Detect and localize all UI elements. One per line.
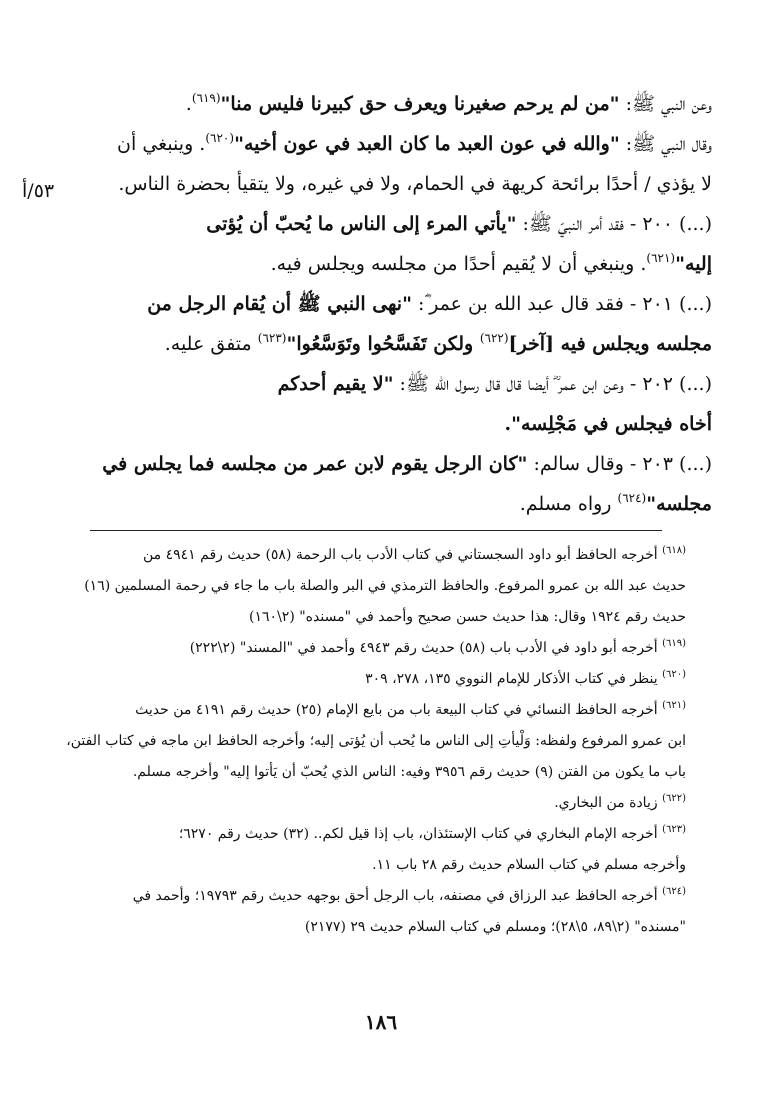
footnote-ref[interactable]: (٦١٩)	[191, 91, 221, 105]
footnote-line: $^{(٦٢٣)}$ أخرجه الإمام البخاري في كتاب الإستئذان، باب إذا قيل لكم.. (٣٢) حديث رقم ٦٢٧٠؛	[178, 824, 686, 842]
hadith-200-line-2: إليه"$^{(٦٢١)}$. وينبغي أن لا يُقيم أحدًا من مجلسه ويجلس فيه.	[270, 251, 712, 275]
footnote-ref[interactable]: (٦٢٣)	[257, 331, 287, 345]
paragraph-3: لا يؤذي / أحدًا برائحة كريهة في الحمام، ولا في غيره، ولا يتقيأ بحضرة الناس.	[118, 173, 712, 195]
footnote-ref[interactable]: (٦٢٠)	[205, 131, 235, 145]
manuscript-folio-marker: ٥٣/أ	[22, 180, 55, 202]
footnote-line: $^{(٦٢٠)}$ ينظر في كتاب الأذكار للإمام النووي ١٣٥، ٢٧٨، ٣٠٩	[365, 669, 686, 687]
footnote-line: حديث رقم ١٩٢٤ وقال: هذا حديث حسن صحيح وأحمد في "مسنده" (٢\١٦٠)	[249, 609, 686, 625]
hadith-201-line-2: مجلسه ويجلس فيه [آخر]$^{(٦٢٢)}$ ولكن تَفَسَّحُوا وتَوَسَّعُوا"$^{(٦٢٣)}$ متفق عليه.	[164, 331, 712, 355]
footnote-line: $^{(٦١٨)}$ أخرجه الحافظ أبو داود السجستاني في كتاب الأدب باب الرحمة (٥٨) حديث رقم ٤٩٤١ من	[142, 545, 686, 563]
footnote-line: وأخرجه مسلم في كتاب السلام حديث رقم ٢٨ باب ١١.	[372, 857, 686, 873]
footnote-divider	[90, 530, 662, 531]
footnote-line: $^{(٦١٩)}$ أخرجه أبو داود في الأدب باب (٥٨) حديث رقم ٤٩٤٣ وأحمد في "المسند" (٢\٢٢٢)	[189, 638, 686, 656]
footnote-line: $^{(٦٢٤)}$ أخرجه الحافظ عبد الرزاق في مصنفه، باب الرجل أحق بوجهه حديث رقم ١٩٧٩٣؛ وأحمد في	[132, 886, 686, 904]
hadith-200-line-1: (...) ٢٠٠ - فقد أمر النبيّ ﷺ: "يأتي المرء إلى الناس ما يُحبّ أن يُؤتى	[206, 213, 712, 235]
footnotes	[66, 540, 686, 943]
paragraph-1: وعن النبي ﷺ: "من لم يرحم صغيرنا ويعرف حق كبيرنا فليس منا"$^{(٦١٩)}$.	[185, 91, 712, 115]
page-number: ١٨٦	[364, 1010, 398, 1034]
footnote-line: باب ما يكون من الفتن (٩) حديث رقم ٣٩٥٦ وفيه: الناس الذي يُحبّ أن يَأتوا إليه" وأخرجه مسلم.	[132, 764, 686, 780]
paragraph-2: وقال النبي ﷺ: "والله في عون العبد ما كان العبد في عون أخيه"$^{(٦٢٠)}$. وينبغي أن	[117, 131, 712, 155]
footnote-ref[interactable]: (٦٢٤)	[617, 491, 647, 505]
hadith-202-line-1: (...) ٢٠٢ - وعن ابن عمر ؓ أيضا قال قال رسول الله ﷺ: "لا يقيم أحدكم	[277, 373, 712, 395]
hadith-201-line-1: (...) ٢٠١ - فقد قال عبد الله بن عمر ؓ: "نهى النبي ﷺ أن يُقام الرجل من	[147, 293, 712, 315]
footnote-ref[interactable]: (٦٢٢)	[479, 331, 509, 345]
footnote-line: حديث عبد الله بن عمرو المرفوع. والحافظ الترمذي في البر والصلة باب ما جاء في رحمة المسلمين (١٦)	[84, 578, 686, 594]
hadith-203-line-1: (...) ٢٠٣ - وقال سالم: "كان الرجل يقوم لابن عمر من مجلسه فما يجلس في	[102, 453, 712, 475]
footnote-line: "مسنده" (٢\٨٩، ٥\٢٨)؛ ومسلم في كتاب السلام حديث ٢٩ (٢١٧٧)	[304, 919, 686, 935]
footnote-line: $^{(٦٢١)}$ أخرجه الحافظ النسائي في كتاب البيعة باب من بايع الإمام (٢٥) حديث رقم ٤١٩١ من حديث	[135, 700, 686, 718]
hadith-203-line-2: مجلسه"$^{(٦٢٤)}$ رواه مسلم.	[519, 491, 712, 515]
footnote-line: $^{(٦٢٢)}$ زيادة من البخاري.	[554, 793, 686, 811]
hadith-202-line-2: أخاه فيجلس في مَجْلِسه".	[504, 413, 712, 435]
footnote-ref[interactable]: (٦٢١)	[646, 251, 676, 265]
main-text	[60, 84, 712, 524]
footnote-line: ابن عمرو المرفوع ولفظه: وَلْيأتِ إلى الناس ما يُحب أن يُؤتى إليه؛ وأخرجه الحافظ ابن ماجه في كتاب الفتن،	[66, 733, 686, 749]
